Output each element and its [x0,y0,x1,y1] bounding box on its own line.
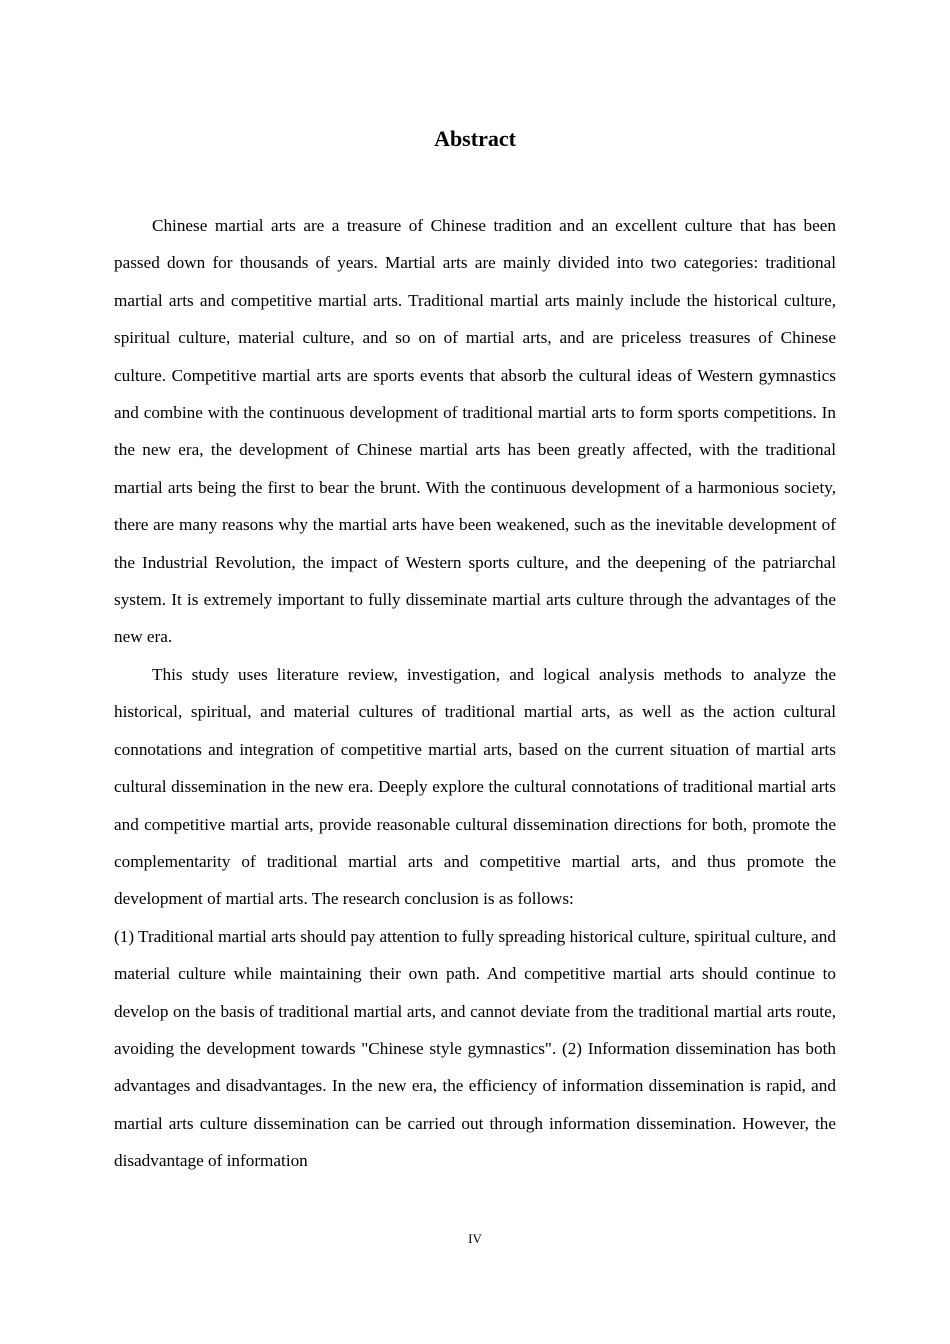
abstract-paragraph-3: (1) Traditional martial arts should pay attention to fully spreading historical culture, spiritual culture, and material culture while maintaining their own path. And competitive martial arts should continue to develop on the basis of traditional martial arts, and cannot deviate from the traditional martial arts route, avoiding the development towards "Chinese style gymnastics". (2) Information dissemination has both advantages and disadvantages. In the new era, the efficiency of information dissemination is rapid, and martial arts culture dissemination can be carried out through information dissemination. However, the disadvantage of information [114,926,836,1171]
page-title: Abstract [434,126,516,151]
page-number: IV [468,1231,482,1246]
abstract-paragraph-1: Chinese martial arts are a treasure of Chinese tradition and an excellent culture that has been passed down for thousands of years. Martial arts are mainly divided into two categories: traditional martial arts and competitive martial arts. Traditional martial arts mainly include the historical culture, spiritual culture, material culture, and so on of martial arts, and are priceless treasures of Chinese culture. Competitive martial arts are sports events that absorb the cultural ideas of Western gymnastics and combine with the continuous development of traditional martial arts to form sports competitions. In the new era, the development of Chinese martial arts has been greatly affected, with the traditional martial arts being the first to bear the brunt. With the continuous development of a harmonious society, there are many reasons why the martial arts have been weakened, such as the inevitable development of the Industrial Revolution, the impact of Western sports culture, and the deepening of the patriarchal system. It is extremely important to fully disseminate martial arts culture through the advantages of the new era. [114,216,836,647]
abstract-body [114,207,836,1180]
abstract-paragraph-2: This study uses literature review, investigation, and logical analysis methods to analyze the historical, spiritual, and material cultures of traditional martial arts, as well as the action cultural connotations and integration of competitive martial arts, based on the current situation of martial arts cultural dissemination in the new era. Deeply explore the cultural connotations of traditional martial arts and competitive martial arts, provide reasonable cultural dissemination directions for both, promote the complementarity of traditional martial arts and competitive martial arts, and thus promote the development of martial arts. The research conclusion is as follows: [114,664,836,909]
